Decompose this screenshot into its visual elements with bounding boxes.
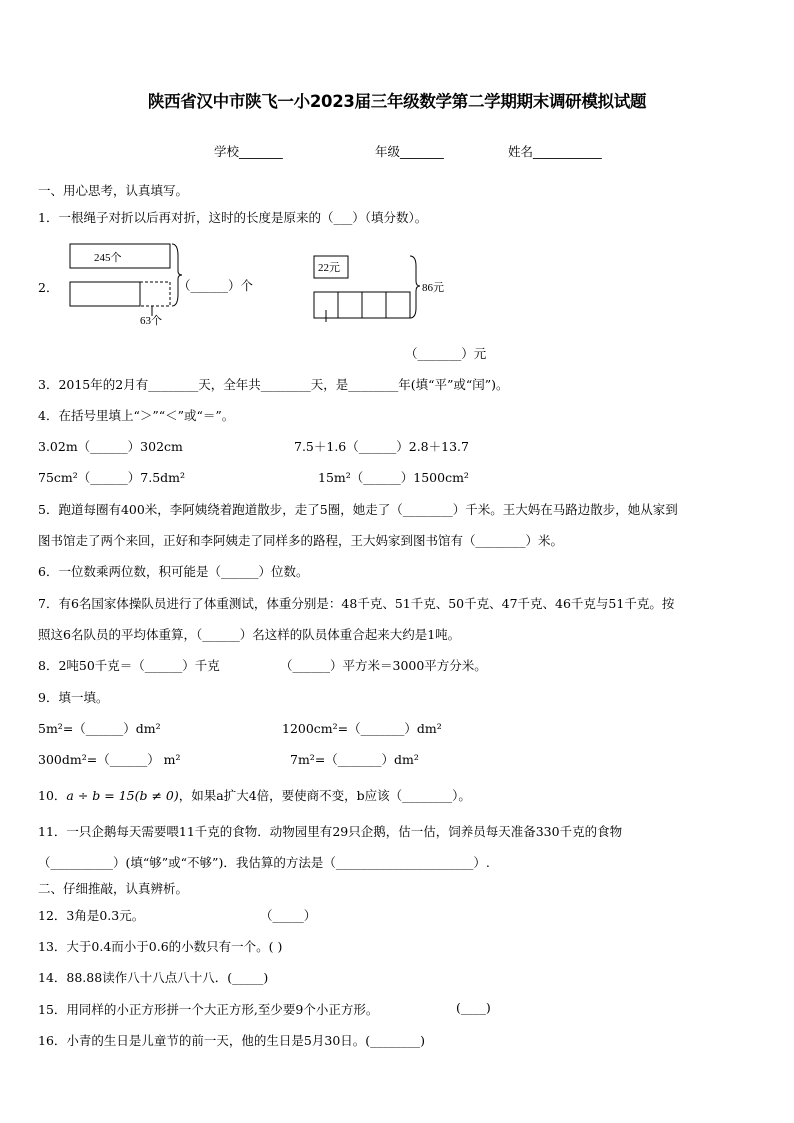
question-7-line-1: 7．有6名国家体操队员进行了体重测试，体重分别是：48千克、51千克、50千克、47千克、46千克与51千克。按	[38, 596, 675, 611]
question-4c: 75cm²（______）7.5dm²	[38, 470, 186, 485]
question-8a: 8．2吨50千克＝（______）千克	[38, 658, 220, 673]
question-3: 3．2015年的2月有________天，全年共________天，是________年(填“平”或“闰”)。	[38, 377, 509, 392]
grade-field[interactable]: 年级_______	[375, 144, 444, 159]
question-16: 16．小青的生日是儿童节的前一天，他的生日是5月30日。(________)	[38, 1033, 426, 1048]
section-2-heading: 二、仔细推敲，认真辨析。	[38, 881, 189, 896]
question-14: 14．88.88读作八十八点八十八．(_____)	[38, 970, 269, 985]
label-22: 22元	[318, 262, 340, 274]
question-7-line-2: 照这6名队员的平均体重算，（______）名这样的队员体重合起来大约是1吨。	[38, 627, 461, 642]
question-10-formula: a ÷ b = 15(b ≠ 0)	[66, 788, 179, 803]
question-9b: 1200cm²=（_______）dm²	[282, 721, 442, 736]
section-1-heading: 一、用心思考，认真填写。	[38, 183, 189, 198]
question-10	[38, 786, 471, 804]
brace-1	[172, 244, 182, 306]
question-9c: 300dm²=（______） m²	[38, 752, 181, 767]
bar-bottom	[70, 282, 140, 306]
question-9d: 7m²=（_______）dm²	[290, 752, 419, 767]
question-12: 12．3角是0.3元。	[38, 908, 145, 923]
label-63: 63个	[140, 315, 162, 327]
question-15: 15．用同样的小正方形拼一个大正方形,至少要9个小正方形。	[38, 1002, 379, 1017]
question-6: 6．一位数乘两位数，积可能是（______）位数。	[38, 564, 309, 579]
question-2-answer-1: （______）个	[178, 278, 254, 293]
bar-bottom-dashed	[140, 282, 170, 306]
question-10-number: 10．	[38, 788, 67, 803]
question-1: 1．一根绳子对折以后再对折，这时的长度是原来的（___）（填分数）。	[38, 210, 428, 225]
question-12-blank: （_____）	[260, 908, 317, 923]
label-86: 86元	[422, 282, 444, 294]
school-field[interactable]: 学校_______	[214, 144, 283, 159]
question-4d: 15m²（______）1500cm²	[318, 470, 469, 485]
question-15-blank: (____)	[456, 1000, 491, 1015]
brace-2	[410, 256, 420, 318]
question-2-number: 2．	[38, 280, 59, 295]
name-field[interactable]: 姓名___________	[508, 144, 602, 159]
label-245: 245个	[94, 252, 122, 264]
question-11-line-2: （__________）(填“够”或“不够”)．我估算的方法是（______________________）.	[38, 855, 490, 870]
question-4a: 3.02m（______）302cm	[38, 439, 183, 454]
question-13: 13．大于0.4而小于0.6的小数只有一个。( )	[38, 939, 283, 954]
question-10-text: ，如果a扩大4倍，要使商不变，b应该（________）。	[178, 788, 471, 803]
question-9a: 5m²=（______）dm²	[38, 721, 161, 736]
question-5-line-2: 图书馆走了两个来回，正好和李阿姨走了同样多的路程，王大妈家到图书馆有（________）米。	[38, 533, 564, 548]
question-5-line-1: 5．跑道每圈有400米，李阿姨绕着跑道散步，走了5圈，她走了（________）千米。王大妈在马路边散步，她从家到	[38, 502, 678, 517]
page-title: 陕西省汉中市陕飞一小2023届三年级数学第二学期期末调研模拟试题	[147, 92, 647, 111]
question-2-figures	[60, 236, 480, 332]
question-2-answer-2: （_______）元	[405, 346, 487, 361]
question-11-line-1: 11．一只企鹅每天需要喂11千克的食物．动物园里有29只企鹅，估一估，饲养员每天准备330千克的食物	[38, 824, 623, 839]
question-8b: （______）平方米＝3000平方分米。	[280, 658, 487, 673]
question-9-stem: 9．填一填。	[38, 690, 109, 705]
question-4b: 7.5＋1.6（______）2.8＋13.7	[294, 439, 469, 454]
question-4-stem: 4．在括号里填上“＞”“＜”或“＝”。	[38, 408, 235, 423]
